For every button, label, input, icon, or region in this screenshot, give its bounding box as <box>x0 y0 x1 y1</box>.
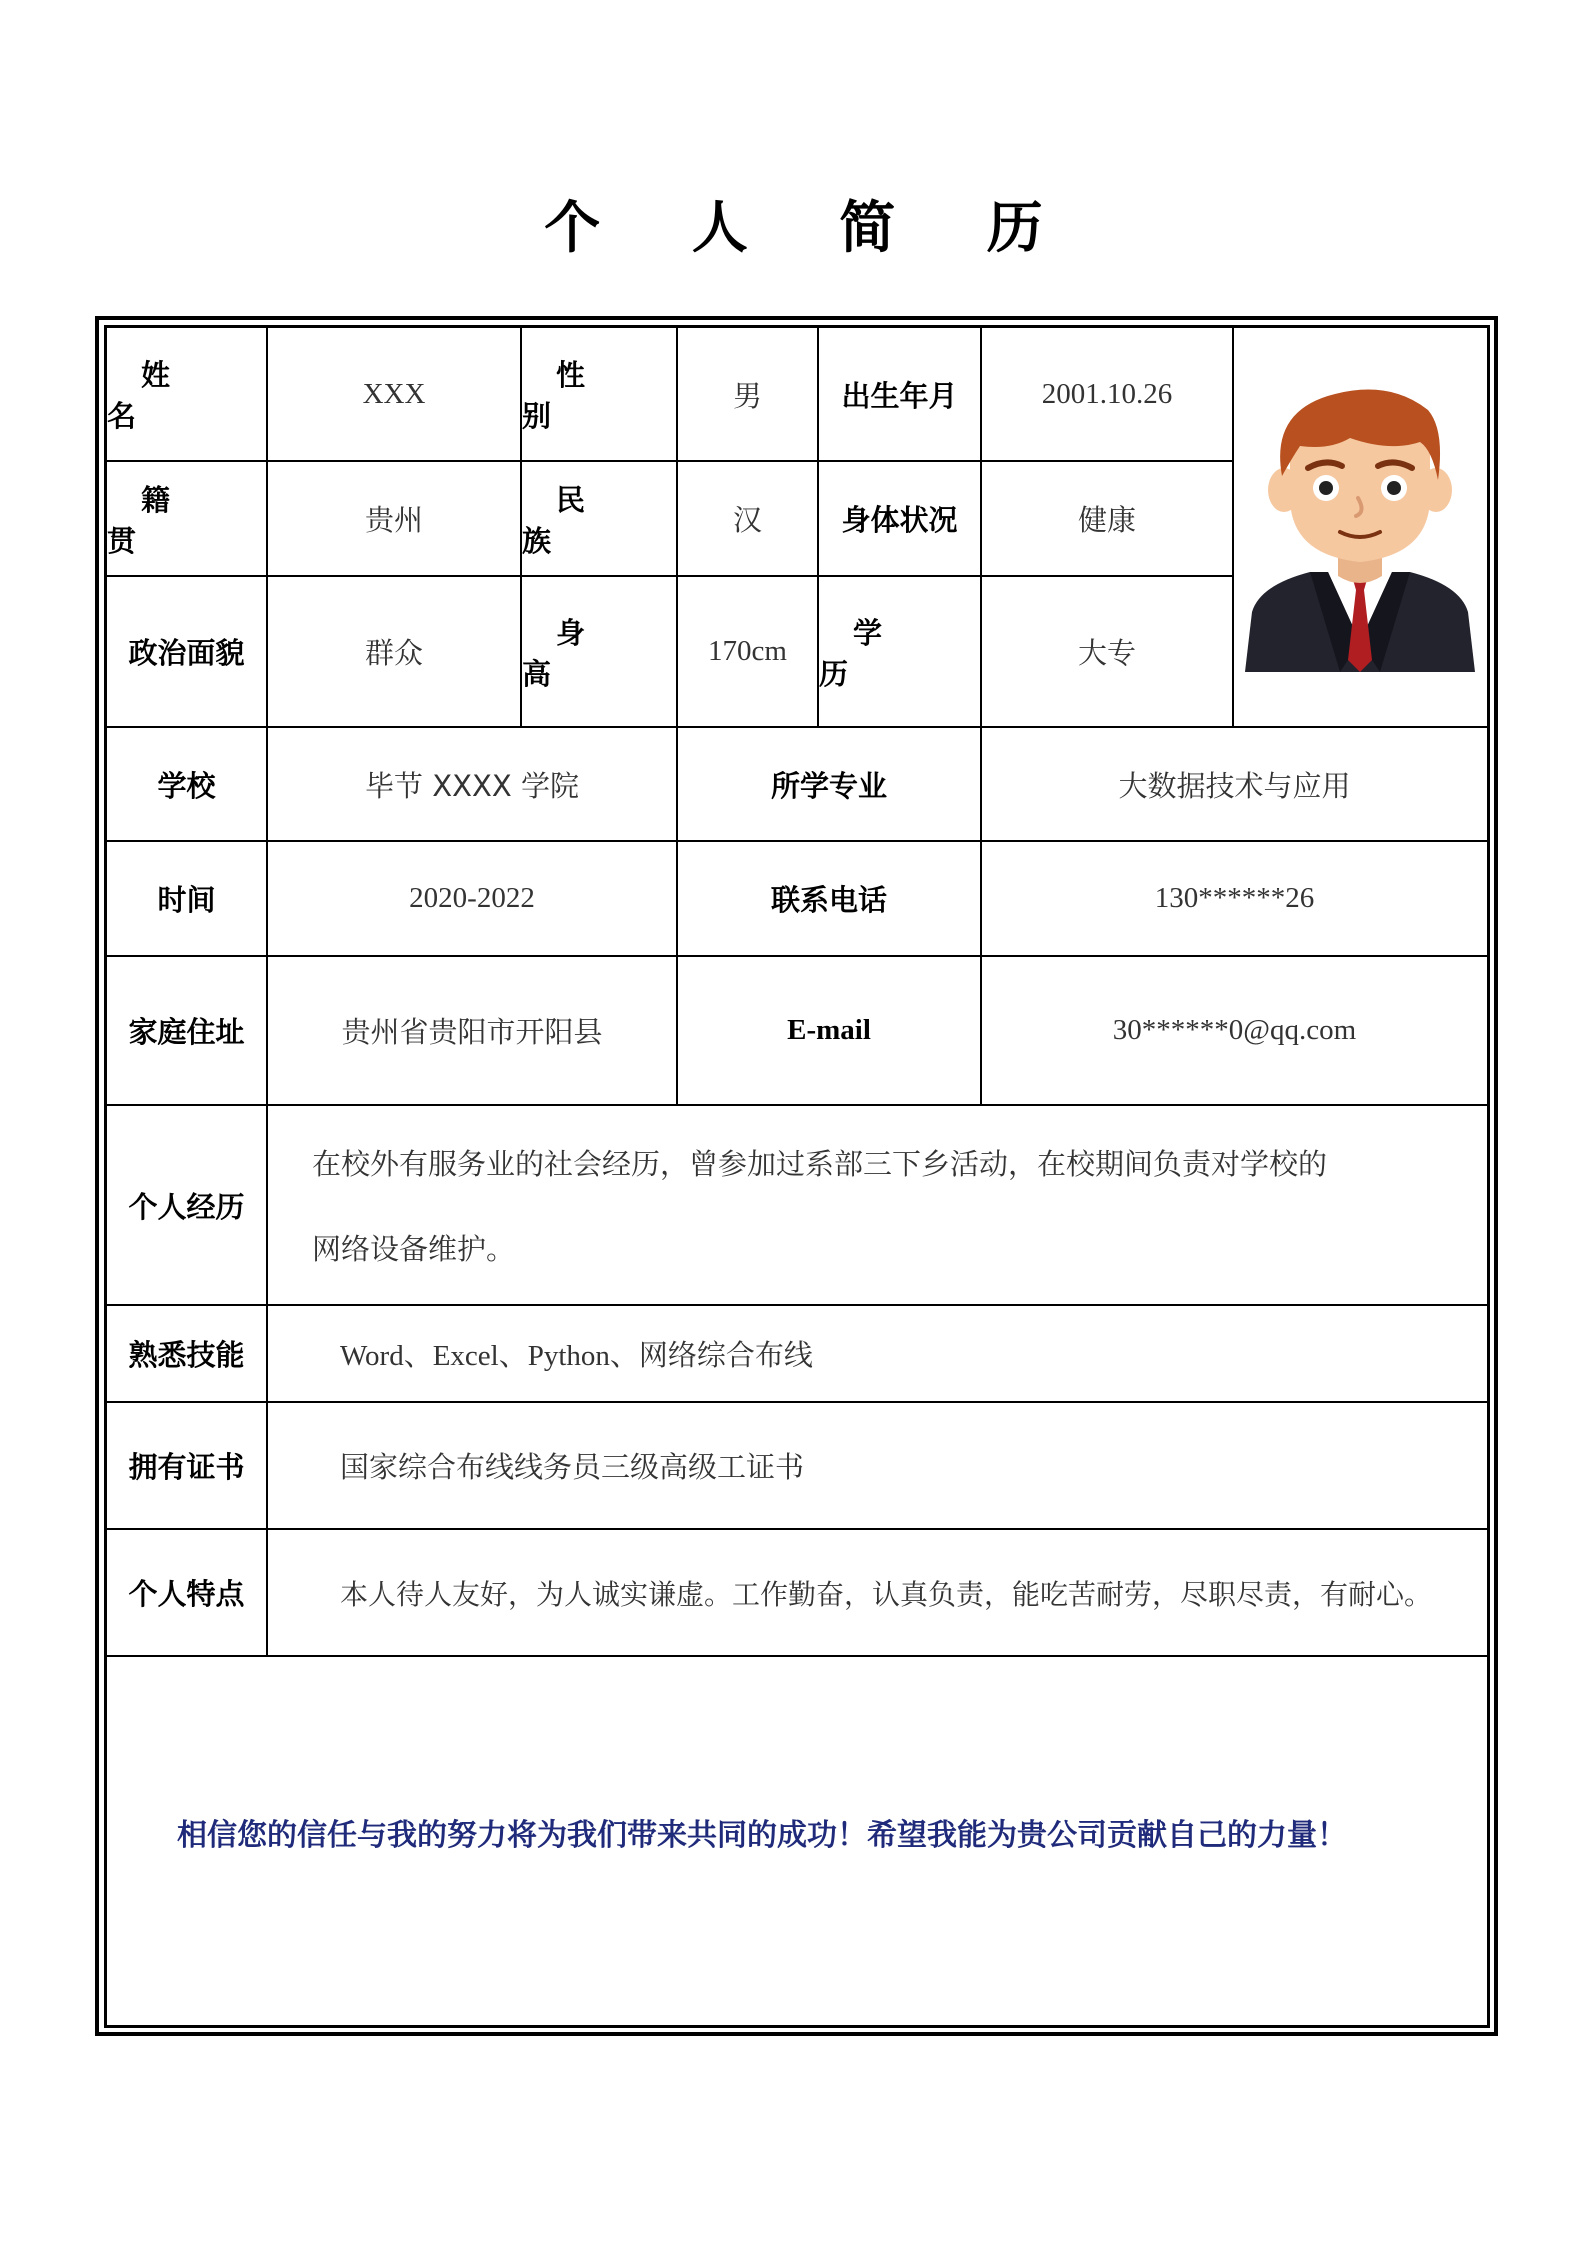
birth-label: 出生年月 <box>841 378 958 413</box>
avatar-man-in-suit-icon <box>1245 390 1475 672</box>
height-value: 170cm <box>708 635 787 667</box>
skills-label: 熟悉技能 <box>128 1338 245 1372</box>
ethnic-label: 民 族 <box>522 482 620 558</box>
traits-value: 本人待人友好，为人诚实谦虚。工作勤奋，认真负责，能吃苦耐劳，尽职尽责，有耐心。 <box>340 1577 1433 1611</box>
grid-line <box>1232 325 1234 726</box>
native-value: 贵州 <box>364 503 423 537</box>
address-label: 家庭住址 <box>128 1015 245 1049</box>
time-label: 时间 <box>157 883 216 917</box>
cert-label: 拥有证书 <box>128 1450 245 1484</box>
phone-value: 130******26 <box>1154 882 1315 914</box>
political-value: 群众 <box>364 636 423 670</box>
phone-label: 联系电话 <box>770 883 887 917</box>
ethnic-value: 汉 <box>732 503 762 537</box>
education-label: 学 历 <box>819 615 917 691</box>
time-value: 2020-2022 <box>409 882 535 914</box>
major-label: 所学专业 <box>770 768 887 803</box>
birth-value: 2001.10.26 <box>1041 377 1173 410</box>
address-value: 贵州省贵阳市开阳县 <box>341 1015 603 1049</box>
traits-label: 个人特点 <box>128 1577 245 1611</box>
gender-label: 性 别 <box>522 358 620 433</box>
major-value: 大数据技术与应用 <box>1118 768 1351 803</box>
health-label: 身体状况 <box>841 503 958 537</box>
page-title: 个 人 简 历 <box>544 195 1079 261</box>
school-value: 毕节 XXXX 学院 <box>365 768 579 803</box>
grid-line <box>104 1104 1490 1106</box>
native-label: 籍 贯 <box>107 482 205 558</box>
email-value: 30******0@qq.com <box>1112 1014 1357 1046</box>
cert-value: 国家综合布线线务员三级高级工证书 <box>340 1450 805 1484</box>
education-value: 大专 <box>1077 636 1136 670</box>
experience-line-1: 在校外有服务业的社会经历，曾参加过系部三下乡活动，在校期间负责对学校的 <box>312 1147 1328 1181</box>
experience-line-2: 网络设备维护。 <box>312 1232 516 1266</box>
email-label: E-mail <box>787 1014 871 1046</box>
avatar <box>1240 380 1480 680</box>
height-label: 身 高 <box>522 615 620 691</box>
name-value: XXX <box>362 377 426 410</box>
closing-statement: 相信您的信任与我的努力将为我们带来共同的成功！希望我能为贵公司贡献自己的力量！ <box>177 1818 1347 1853</box>
grid-line <box>104 1655 1490 1657</box>
school-label: 学校 <box>157 768 216 803</box>
name-label: 姓 名 <box>107 358 205 433</box>
skills-value: Word、Excel、Python、网络综合布线 <box>340 1340 813 1372</box>
gender-value: 男 <box>732 378 762 413</box>
political-label: 政治面貌 <box>128 636 245 670</box>
experience-label: 个人经历 <box>128 1189 245 1224</box>
health-value: 健康 <box>1077 503 1136 537</box>
